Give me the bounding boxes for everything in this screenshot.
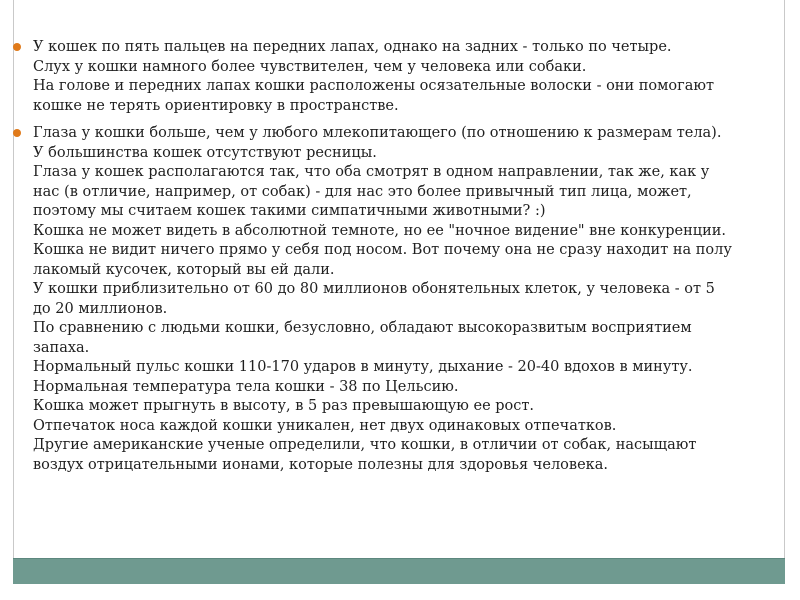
- text-line: По сравнению с людьми кошки, безусловно, обладают высокоразвитым восприятием: [33, 320, 692, 336]
- text-line: до 20 миллионов.: [33, 300, 168, 317]
- bullet-dot-icon: [13, 129, 21, 137]
- text-line: воздух отрицательными ионами, которые полезны для здоровья человека.: [33, 456, 608, 473]
- bullet-dot-icon: [13, 43, 21, 51]
- text-line: Кошка не может видеть в абсолютной темноте, но ее "ночное видение" вне конкуренции.: [33, 222, 727, 239]
- bullet-paragraph-1: [13, 38, 773, 116]
- text-line: Кошка не видит ничего прямо у себя под носом. Вот почему она не сразу находит на полу: [33, 242, 732, 258]
- text-line: Другие американские ученые определили, что кошки, в отличии от собак, насыщают: [33, 437, 697, 453]
- text-line: Нормальная температура тела кошки - 38 по Цельсию.: [33, 378, 459, 395]
- bullet-paragraph-2: [13, 124, 773, 475]
- text-line: нас (в отличие, например, от собак) - для нас это более привычный тип лица, может,: [33, 183, 692, 200]
- text-line: кошке не терять ориентировку в пространстве.: [33, 97, 399, 114]
- text-line: У большинства кошек отсутствуют ресницы.: [33, 144, 377, 161]
- text-line: Отпечаток носа каждой кошки уникален, нет двух одинаковых отпечатков.: [33, 417, 617, 434]
- text-line: Слух у кошки намного более чувствителен, чем у человека или собаки.: [33, 58, 587, 75]
- text-line: Нормальный пульс кошки 110-170 ударов в минуту, дыхание - 20-40 вдохов в минуту.: [33, 359, 693, 375]
- text-line: На голове и передних лапах кошки расположены осязательные волоски - они помогают: [33, 78, 715, 94]
- text-line: запаха.: [33, 339, 90, 356]
- text-line: поэтому мы считаем кошек такими симпатичными животными? :): [33, 203, 546, 219]
- text-line: лакомый кусочек, который вы ей дали.: [33, 261, 335, 278]
- text-line: У кошки приблизительно от 60 до 80 миллионов обонятельных клеток, у человека - от 5: [33, 281, 715, 297]
- text-line: У кошек по пять пальцев на передних лапах, однако на задних - только по четыре.: [33, 39, 672, 55]
- slide-content: [13, 38, 773, 483]
- text-line: Кошка может прыгнуть в высоту, в 5 раз превышающую ее рост.: [33, 398, 535, 414]
- text-line: Глаза у кошек располагаются так, что оба смотрят в одном направлении, так же, как у: [33, 164, 710, 180]
- footer-bar: [13, 558, 785, 584]
- text-line: Глаза у кошки больше, чем у любого млекопитающего (по отношению к размерам тела).: [33, 125, 722, 141]
